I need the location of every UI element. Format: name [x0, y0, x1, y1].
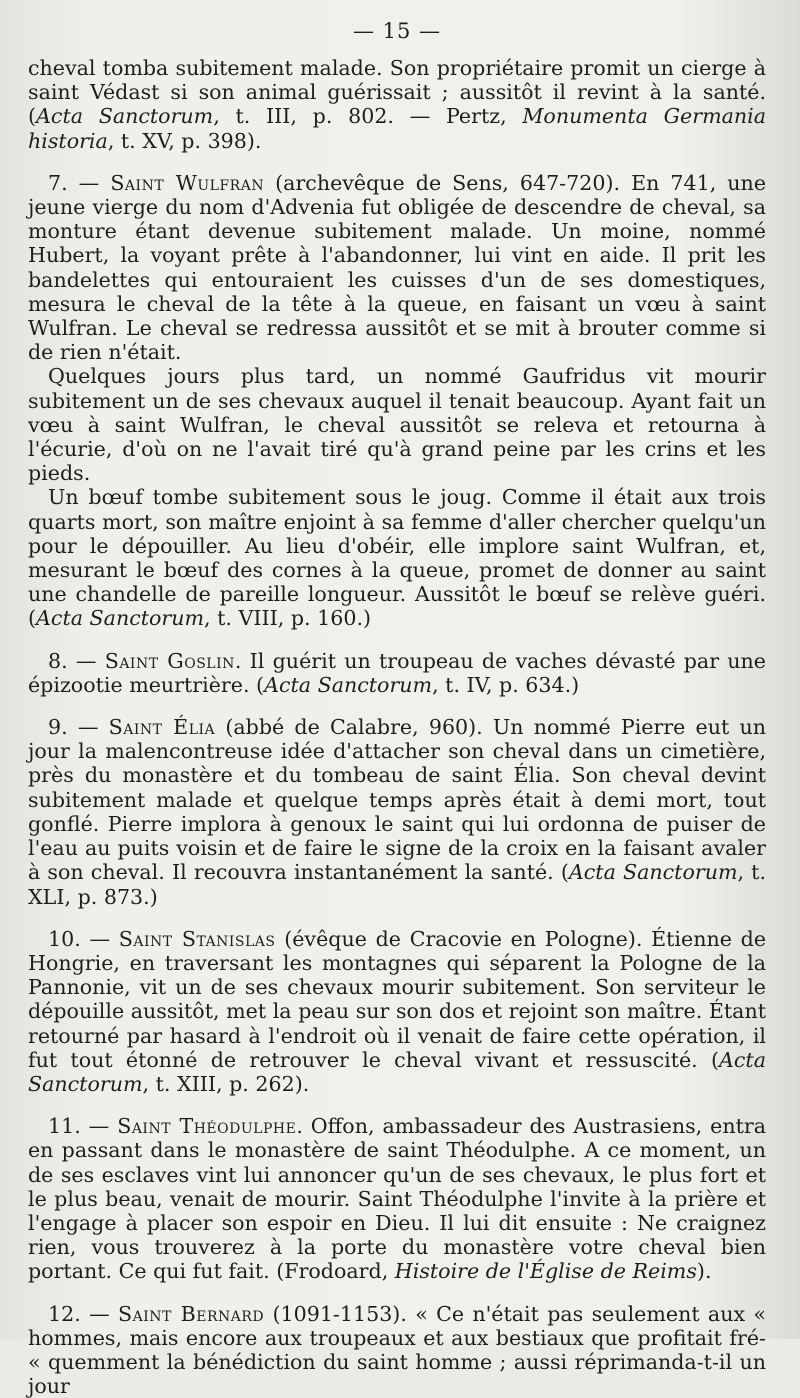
- citation-title: Acta Sanctorum: [28, 1047, 766, 1096]
- paragraph-text: , t. IV, p. 634.): [432, 672, 580, 697]
- citation-title: Acta Sanctorum: [568, 860, 738, 885]
- entry-9: [28, 715, 766, 909]
- entry-number: 10. —: [48, 926, 119, 951]
- saint-name: Saint Théodulphe: [117, 1114, 297, 1139]
- entry-10: [28, 927, 766, 1096]
- entry-11: [28, 1114, 766, 1283]
- entry-number: 11. —: [48, 1114, 118, 1139]
- saint-name: Saint Goslin: [104, 648, 235, 673]
- paragraph: [28, 364, 766, 485]
- entry-number: 12. —: [48, 1301, 118, 1326]
- entry-12: [28, 1302, 766, 1398]
- paragraph-text: . Offon, ambassadeur des Austrasiens, entra en passant dans le monastère de saint Théodulphe. A ce moment, un de ses esclaves vint lui annoncer qu'un de ses chevaux, le plus fort et le plus beau, venait de mourir. Saint Théodulphe l'invite à la prière et l'engage à placer son espoir en Dieu. Il lui dit ensuite : Ne craignez rien, vous trouverez à la porte du monastère votre cheval bien portant. Ce qui fut fait. (Frodoard,: [28, 1114, 767, 1284]
- paragraph-text: cheval tomba subitement malade. Son propriétaire promit un cierge à saint Védast si son animal guérissait ; aussitôt il revint à la santé. (: [28, 56, 766, 129]
- citation-title: Histoire de l'Église de Reims: [394, 1259, 697, 1284]
- paragraph-text: , t. XLI, p. 873.): [28, 860, 766, 909]
- paragraph-text: . Il guérit un troupeau de vaches dévasté par une épizootie meurtrière. (: [28, 648, 766, 697]
- paragraph: [28, 485, 766, 630]
- paragraph-text: Quelques jours plus tard, un nommé Gaufridus vit mourir subitement un de ses chevaux auquel il tenait beaucoup. Ayant fait un vœu à saint Wulfran, le cheval aussitôt se releva et retourna à l'écurie, d'où on ne l'avait tiré qu'à grand peine par les crins et les pieds.: [28, 364, 766, 486]
- citation-title: Acta Sanctorum: [264, 672, 433, 697]
- paragraph-text: , t. VIII, p. 160.): [204, 606, 372, 631]
- page-number: — 15 —: [352, 19, 442, 43]
- citation-title: Acta Sanctorum: [36, 606, 205, 631]
- citation-title: Monumenta Germania historia: [28, 104, 766, 153]
- paragraph-text: , t. XV, p. 398).: [107, 128, 262, 153]
- body-text: [28, 56, 766, 1398]
- citation-title: Acta Sanctorum: [36, 104, 214, 129]
- paragraph-text: Un bœuf tombe subitement sous le joug. Comme il était aux trois quarts mort, son maître enjoint à sa femme d'aller chercher quelqu'un pour le dépouiller. Au lieu d'obéir, elle implore saint Wulfran, et, mesurant le bœuf des cornes à la queue, promet de donner au saint une chandelle de pareille longueur. Aussitôt le bœuf se relève guéri. (: [28, 485, 766, 631]
- entry-number: 8. —: [48, 648, 105, 673]
- paragraph-text: (abbé de Calabre, 960). Un nommé Pierre eut un jour la malencontreuse idée d'attacher son cheval dans un cimetière, près du monastère et du tombeau de saint Élia. Son cheval devint subitement malade et quelque temps après était à demi mort, tout gonflé. Pierre implora à genoux le saint qui lui ordonna de puiser de l'eau au puits voisin et de faire le signe de la croix en la faisant avaler à son cheval. Il recouvra instantanément la santé. (: [28, 715, 766, 885]
- paragraph-text: , t. XIII, p. 262).: [142, 1071, 310, 1096]
- entry-number: 9. —: [48, 715, 109, 740]
- paragraph-text: (1091-1153). « Ce n'était pas seulement aux « hommes, mais encore aux troupeaux et aux bestiaux que profitait fré- « quemment la bénédiction du saint homme ; aussi réprimanda-t-il un jour: [28, 1301, 767, 1398]
- paragraph-text: (archevêque de Sens, 647-720). En 741, une jeune vierge du nom d'Advenia fut obligée de descendre de cheval, sa monture étant devenue subitement malade. Un moine, nommé Hubert, la voyant prête à l'abandonner, lui vint en aide. Il prit les bandelettes qui entouraient les cuisses d'un de ses domestiques, mesura le cheval de la tête à la queue, en faisant un vœu à saint Wulfran. Le cheval se redressa aussitôt et se mit à brouter comme si de rien n'était.: [28, 170, 767, 365]
- saint-name: Saint Élia: [108, 715, 216, 740]
- entry-number: 7. —: [48, 170, 111, 195]
- paragraph-text: , t. III, p. 802. — Pertz,: [213, 104, 523, 129]
- saint-name: Saint Wulfran: [110, 170, 265, 195]
- paragraph-text: (évêque de Cracovie en Pologne). Étienne de Hongrie, en traversant les montagnes qui séparent la Pologne de la Pannonie, vit un de ses chevaux mourir subitement. Son serviteur le dépouille aussitôt, met la peau sur son dos et rejoint son maître. Étant retourné par hasard à l'endroit où il venait de faire cette opération, il fut tout étonné de retrouver le cheval vivant et ressuscité. (: [28, 926, 767, 1072]
- entry-8: [28, 649, 766, 697]
- entry-7: [28, 171, 766, 365]
- paragraph-text: ).: [696, 1259, 712, 1284]
- saint-name: Saint Bernard: [117, 1301, 265, 1326]
- saint-name: Saint Stanislas: [118, 926, 276, 951]
- paragraph-continuation: [28, 56, 766, 153]
